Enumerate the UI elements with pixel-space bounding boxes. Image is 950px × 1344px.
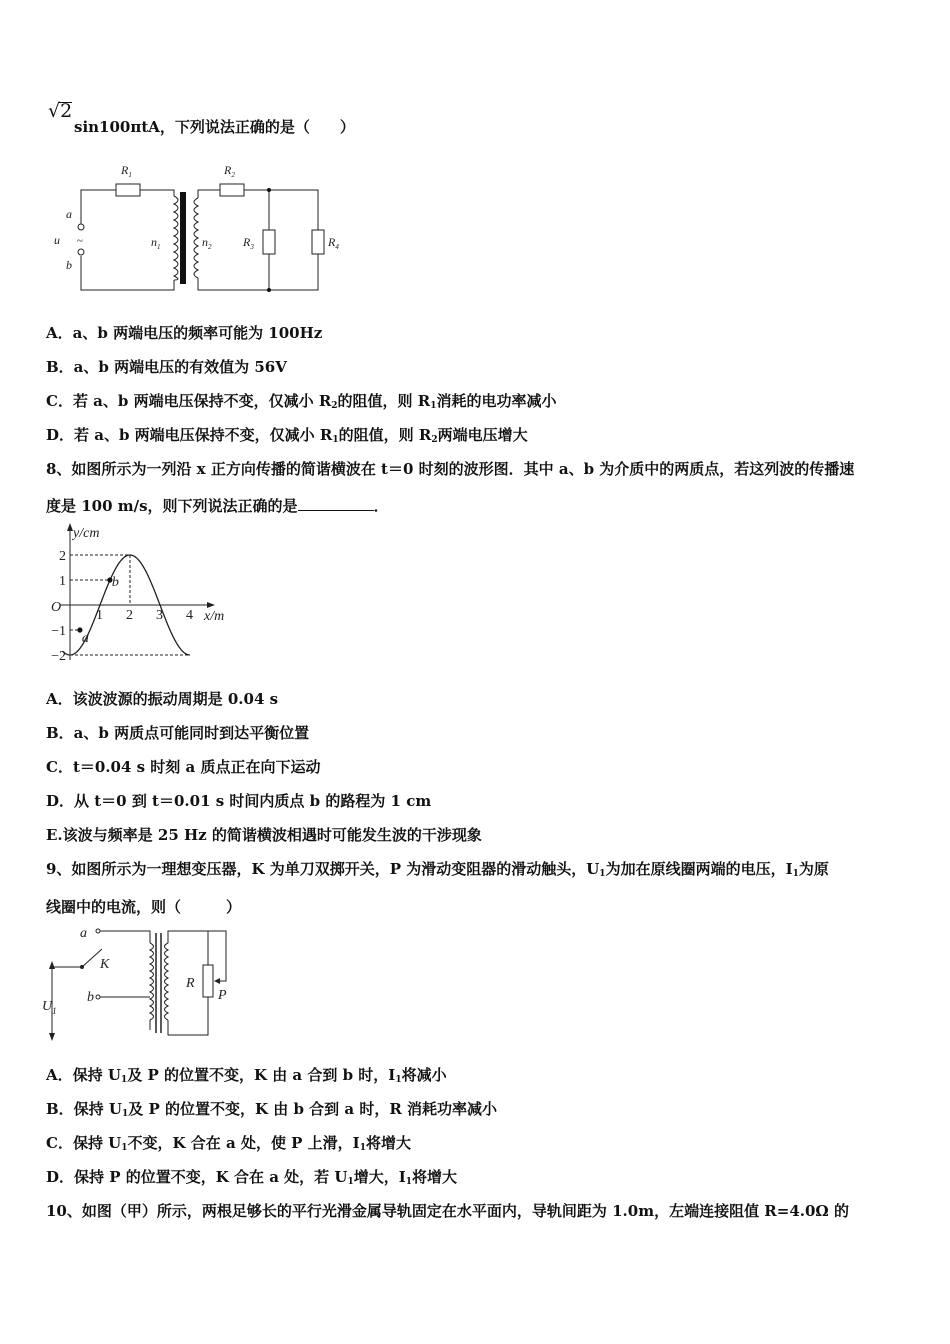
x-tick-label: 4 <box>186 608 193 623</box>
q7-option-c: C．若 a、b 两端电压保持不变，仅减小 $R_2$的阻值，则 $R_1$消耗的电功率减小 <box>46 392 557 411</box>
svg-text:u: u <box>54 233 60 247</box>
svg-text:R2: $R_2$ <box>224 163 235 179</box>
q7-option-a: A．a、b 两端电压的频率可能为 100Hz <box>46 324 323 342</box>
q9-stem-line1: 9、如图所示为一理想变压器，K 为单刀双掷开关，P 为滑动变阻器的滑动触头，$U_1$为加在原线圈两端的电压，$I_1$为原 <box>46 860 829 879</box>
y-axis-label: y/cm <box>73 526 100 541</box>
q9-option-b: B．保持 $U_1$及 P 的位置不变，K 由 b 合到 a 时，R 消耗功率减小 <box>46 1100 498 1119</box>
q8-option-a: A．该波波源的振动周期是 0.04 s <box>46 690 279 708</box>
q8-stem-line2: 度是 100 m/s，则下列说法正确的是 ． <box>46 497 389 515</box>
y-tick-label: −2 <box>51 649 66 664</box>
svg-text:b: b <box>87 990 94 1005</box>
point-label-b: b <box>111 575 119 590</box>
sqrt-two: √2 <box>48 100 73 122</box>
q10-stem: 10、如图（甲）所示，两根足够长的平行光滑金属导轨固定在水平面内，导轨间距为 1.0m，左端连接阻值 R=4.0Ω 的 <box>46 1202 849 1220</box>
x-tick-label: 3 <box>156 608 163 623</box>
q7-stem: sin100πtA，下列说法正确的是（ ） <box>74 118 355 136</box>
q7-option-d: D．若 a、b 两端电压保持不变，仅减小 $R_1$的阻值，则 $R_2$两端电压增大 <box>46 426 528 445</box>
svg-text:R1: $R_1$ <box>121 163 132 179</box>
x-tick-label: 1 <box>96 608 103 623</box>
origin-label: O <box>51 600 62 615</box>
svg-text:U1: $U_1$ <box>42 999 57 1016</box>
svg-text:b: b <box>66 258 72 272</box>
q9-transformer-figure <box>40 925 240 1043</box>
svg-text:a: a <box>66 207 72 221</box>
q8-wave-chart <box>40 520 240 665</box>
y-tick-label: 2 <box>59 549 66 564</box>
q8-option-c: C．t＝0.04 s 时刻 a 质点正在向下运动 <box>46 758 321 776</box>
svg-text:a: a <box>80 926 87 941</box>
q8-option-d: D．从 t＝0 到 t＝0.01 s 时间内质点 b 的路程为 1 cm <box>46 792 432 810</box>
svg-text:n2: $n_2$ <box>202 235 212 251</box>
svg-text:P: P <box>218 988 227 1003</box>
q7-transformer-circuit <box>48 152 348 300</box>
svg-text:n1: $n_1$ <box>151 235 161 251</box>
q8-option-b: B．a、b 两质点可能同时到达平衡位置 <box>46 724 310 742</box>
answer-blank <box>298 497 374 511</box>
rheostat-r <box>203 965 213 997</box>
svg-text:R4: $R_4$ <box>328 235 339 251</box>
y-tick-label: −1 <box>51 624 66 639</box>
q9-option-a: A．保持 $U_1$及 P 的位置不变，K 由 a 合到 b 时，$I_1$将减小 <box>46 1066 447 1085</box>
q9-option-c: C．保持 $U_1$不变，K 合在 a 处，使 P 上滑，$I_1$将增大 <box>46 1134 411 1153</box>
x-tick-label: 2 <box>126 608 133 623</box>
q8-option-e: E.该波与频率是 25 Hz 的简谐横波相遇时可能发生波的干涉现象 <box>46 826 482 844</box>
point-label-a: a <box>81 631 89 646</box>
svg-text:K: K <box>100 957 110 972</box>
y-tick-label: 1 <box>59 574 66 589</box>
q9-stem-line2: 线圈中的电流，则（ ） <box>46 898 242 916</box>
x-axis-arrow <box>207 602 215 608</box>
q7-option-b: B．a、b 两端电压的有效值为 56V <box>46 358 287 376</box>
transformer-core <box>180 192 186 284</box>
svg-text:~: ~ <box>77 235 83 247</box>
svg-text:R: R <box>186 976 195 991</box>
q8-stem-line1: 8、如图所示为一列沿 x 正方向传播的简谐横波在 t＝0 时刻的波形图．其中 a、b 为介质中的两质点，若这列波的传播速 <box>46 460 855 478</box>
q9-option-d: D．保持 P 的位置不变，K 合在 a 处，若 $U_1$增大，$I_1$将增大 <box>46 1168 458 1187</box>
svg-text:R3: $R_3$ <box>243 235 254 251</box>
x-axis-label: x/m <box>204 609 225 624</box>
